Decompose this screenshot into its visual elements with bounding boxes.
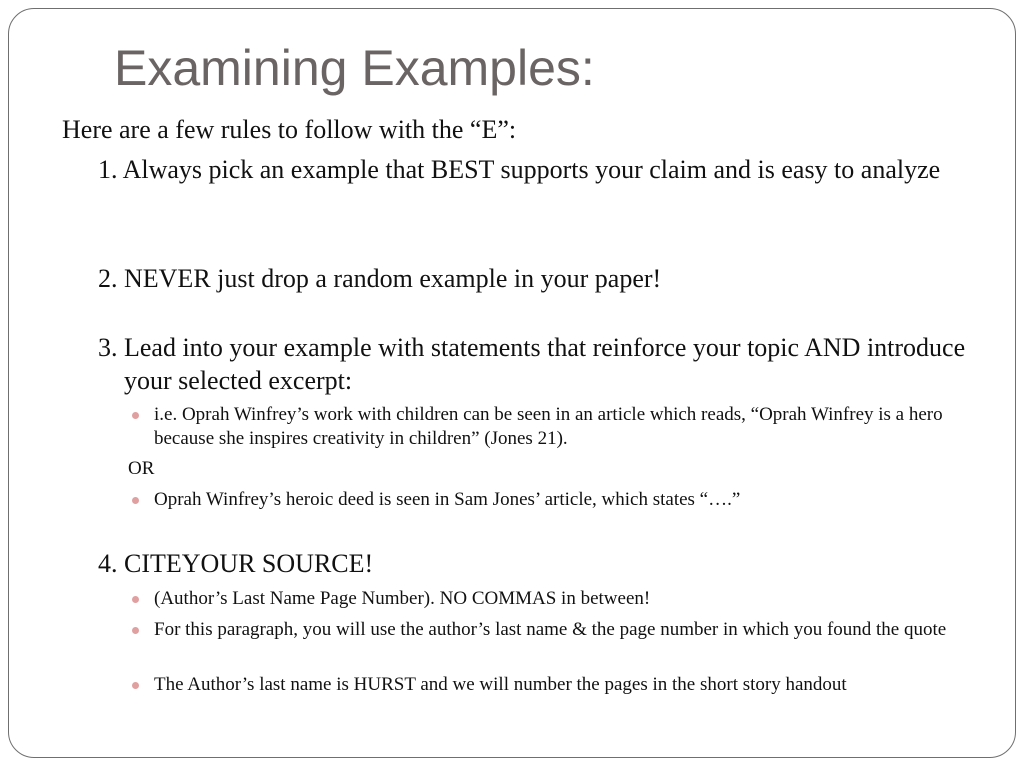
rule-4-bullet-1: (Author’s Last Name Page Number). NO COMMAS in between! bbox=[154, 588, 651, 609]
list-item bbox=[132, 488, 972, 512]
list-item bbox=[132, 673, 972, 697]
or-separator: OR bbox=[128, 458, 155, 479]
list-item bbox=[132, 403, 972, 451]
slide-title: Examining Examples: bbox=[114, 40, 595, 96]
bullet-icon bbox=[132, 412, 139, 419]
rule-4-bullet-2: For this paragraph, you will use the author’s last name & the page number in which you found the quote bbox=[154, 619, 947, 640]
bullet-icon bbox=[132, 497, 139, 504]
rule-3-example-2: Oprah Winfrey’s heroic deed is seen in Sam Jones’ article, which states “….” bbox=[154, 489, 741, 510]
list-item bbox=[132, 618, 972, 642]
bullet-icon bbox=[132, 627, 139, 634]
rule-3: 3. Lead into your example with statements that reinforce your topic AND introduce your selected excerpt: bbox=[98, 333, 966, 395]
rule-4: 4. CITEYOUR SOURCE! bbox=[98, 549, 374, 578]
rule-2: 2. NEVER just drop a random example in your paper! bbox=[98, 264, 662, 293]
rule-4-bullet-3: The Author’s last name is HURST and we will number the pages in the short story handout bbox=[154, 674, 847, 695]
bullet-icon bbox=[132, 682, 139, 689]
bullet-icon bbox=[132, 596, 139, 603]
intro-text: Here are a few rules to follow with the “E”: bbox=[62, 115, 517, 144]
list-item bbox=[132, 587, 972, 611]
rule-3-example-1: i.e. Oprah Winfrey’s work with children can be seen in an article which reads, “Oprah Winfrey is a hero because she inspires creativity in children” (Jones 21). bbox=[154, 404, 943, 449]
rule-1: 1. Always pick an example that BEST supports your claim and is easy to analyze bbox=[98, 155, 941, 184]
